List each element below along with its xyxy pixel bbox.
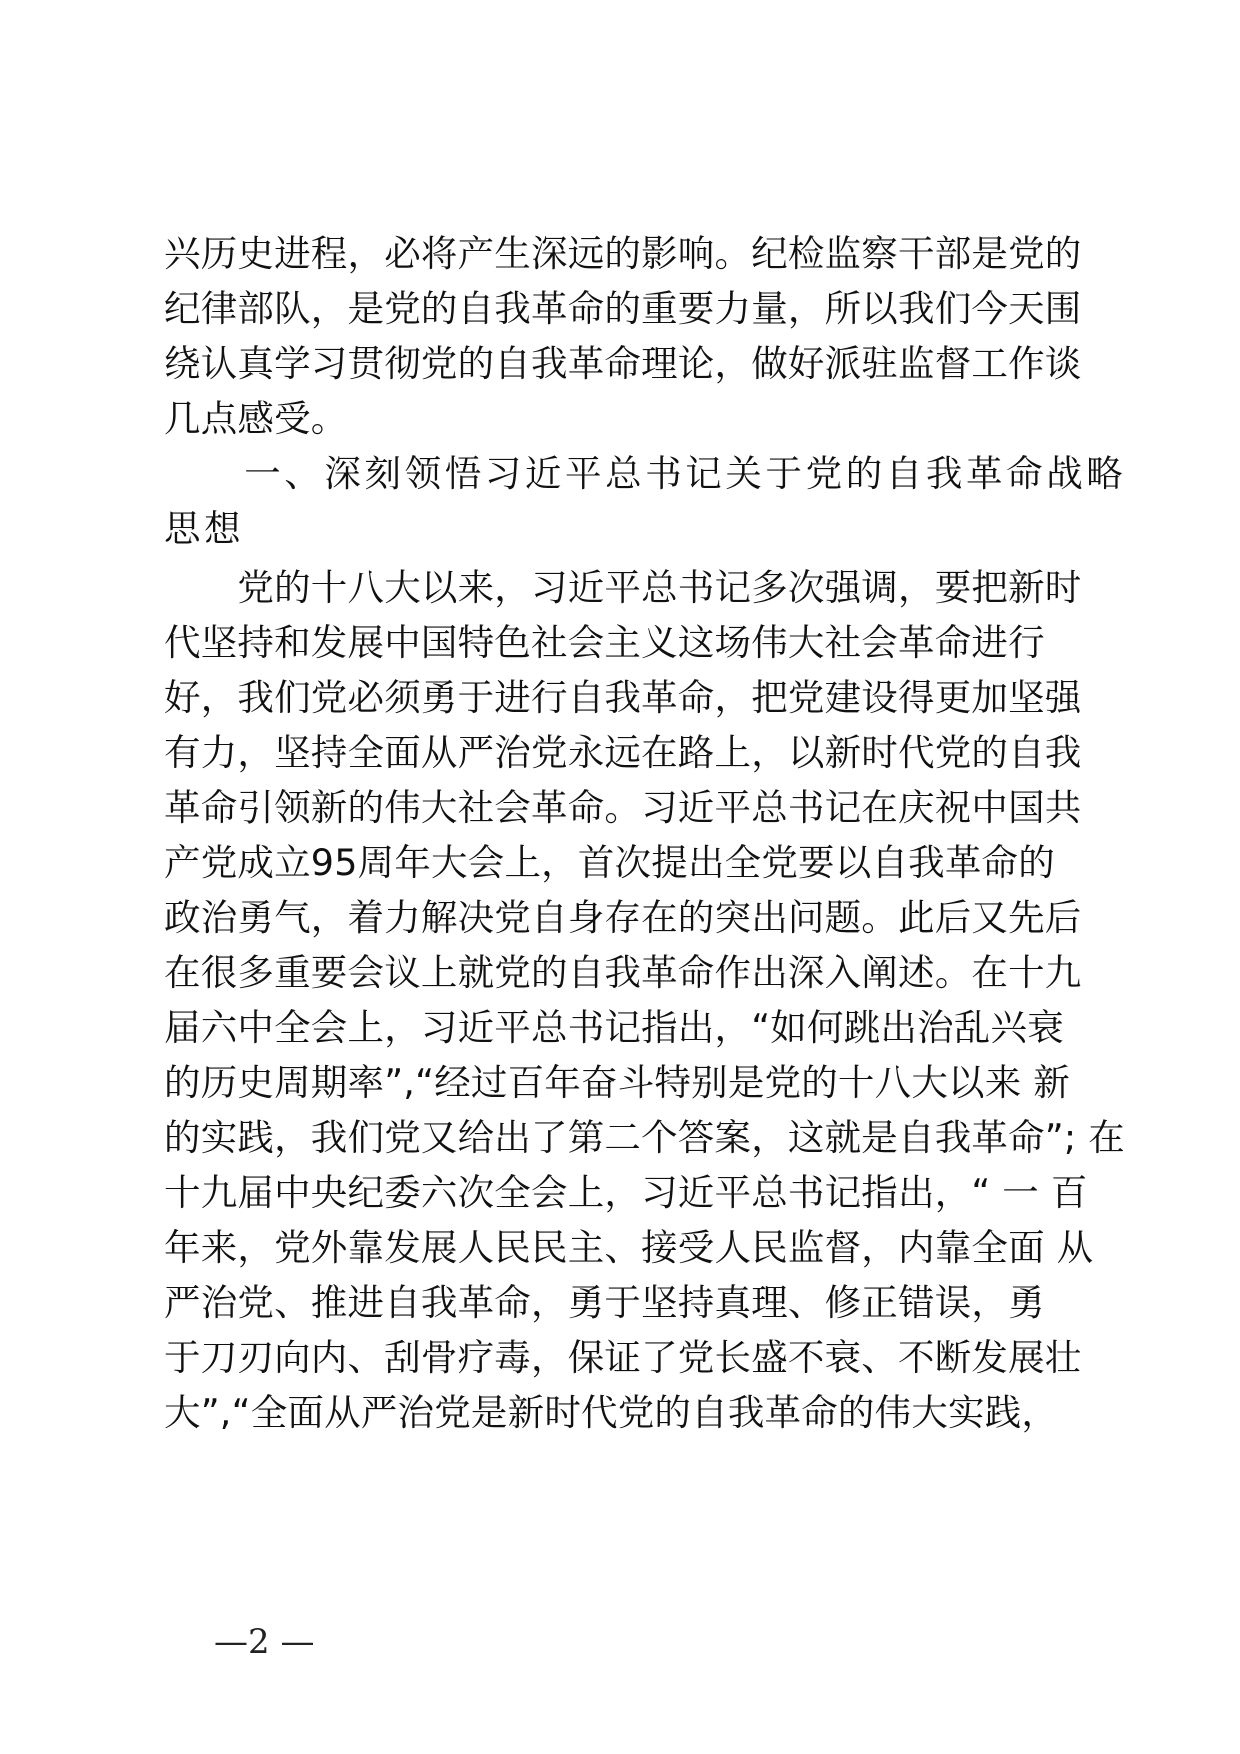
text-line: 于刀刃向内、刮骨疗毒，保证了党长盛不衰、不断发展壮 <box>164 1336 1082 1379</box>
text-line: 严治党、推进自我革命，勇于坚持真理、修正错误，勇 <box>164 1281 1045 1324</box>
text-line: 大”,“全面从严治党是新时代党的自我革命的伟大实践， <box>164 1391 1059 1434</box>
intro-paragraph <box>164 226 1094 446</box>
text-line: 绕认真学习贯彻党的自我革命理论，做好派驻监督工作谈 <box>164 342 1082 385</box>
main-paragraph <box>164 560 1125 1440</box>
text-line: 十九届中央纪委六次全会上，习近平总书记指出，“ 一 百 <box>164 1171 1088 1214</box>
heading-line: 思想 <box>164 507 245 550</box>
text-line: 产党成立95周年大会上，首次提出全党要以自我革命的 <box>164 841 1055 884</box>
text-line: 好，我们党必须勇于进行自我革命，把党建设得更加坚强 <box>164 676 1082 719</box>
text-line: 政治勇气，着力解决党自身存在的突出问题。此后又先后 <box>164 896 1082 939</box>
text-line: 几点感受。 <box>164 397 348 440</box>
heading-line: 一、深刻领悟习近平总书记关于党的自我革命战略 <box>164 452 1127 495</box>
text-line: 年来，党外靠发展人民民主、接受人民监督，内靠全面 从 <box>164 1226 1094 1269</box>
text-line: 在很多重要会议上就党的自我革命作出深入阐述。在十九 <box>164 951 1082 994</box>
text-line: 代坚持和发展中国特色社会主义这场伟大社会革命进行 <box>164 621 1045 664</box>
text-line: 革命引领新的伟大社会革命。习近平总书记在庆祝中国共 <box>164 786 1082 829</box>
text-line: 党的十八大以来，习近平总书记多次强调，要把新时 <box>164 566 1082 609</box>
text-line: 兴历史进程，必将产生深远的影响。纪检监察干部是党的 <box>164 232 1082 275</box>
text-line: 届六中全会上，习近平总书记指出，“如何跳出治乱兴衰 <box>164 1006 1064 1049</box>
text-line: 的历史周期率”,“经过百年奋斗特别是党的十八大以来 新 <box>164 1061 1070 1104</box>
page-number: —2 — <box>214 1622 315 1662</box>
text-line: 纪律部队，是党的自我革命的重要力量，所以我们今天围 <box>164 287 1082 330</box>
text-line: 有力，坚持全面从严治党永远在路上，以新时代党的自我 <box>164 731 1082 774</box>
text-line: 的实践，我们党又给出了第二个答案，这就是自我革命”; 在 <box>164 1116 1125 1159</box>
section-heading <box>164 446 1127 556</box>
